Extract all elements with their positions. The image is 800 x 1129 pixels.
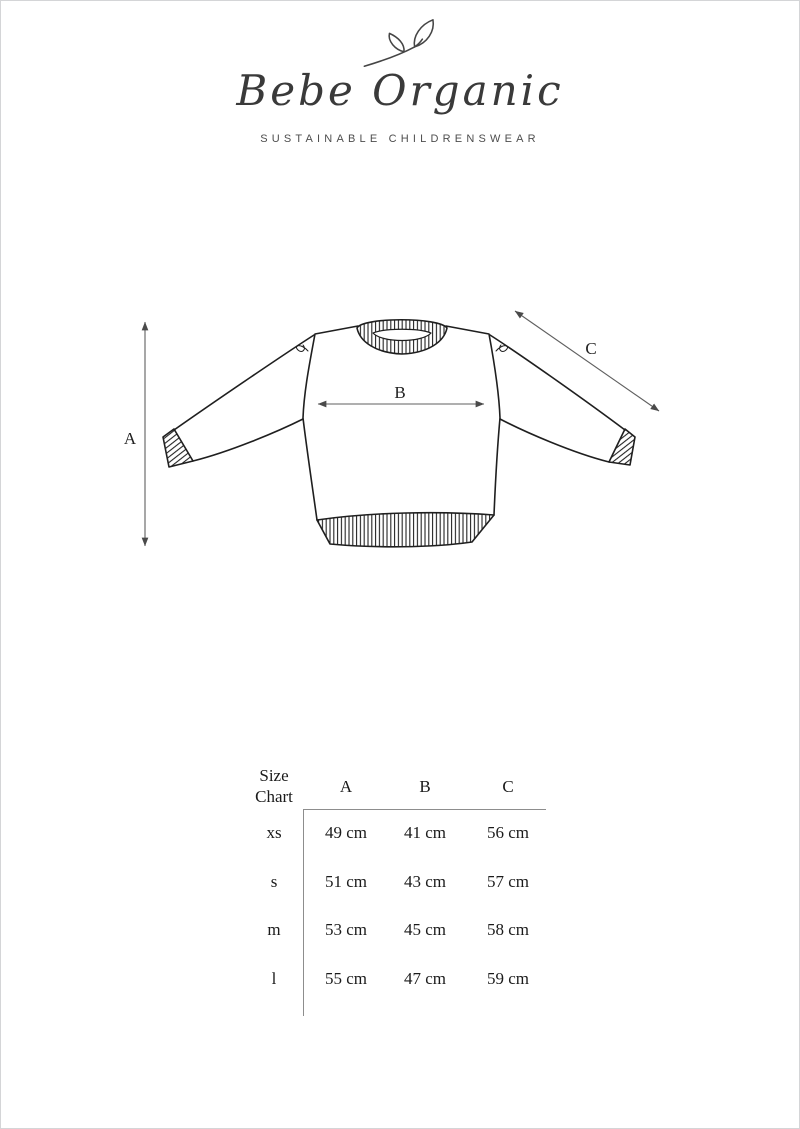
measure-label-a: A	[123, 429, 137, 448]
branch-leaves-icon	[358, 15, 448, 73]
cell-xs-a: 49 cm	[324, 823, 368, 842]
table-vertical-rule	[303, 809, 304, 1016]
cell-m-b: 45 cm	[403, 920, 447, 939]
cell-m-c: 58 cm	[486, 920, 530, 939]
right-cuff	[609, 429, 635, 465]
cell-l-a: 55 cm	[324, 968, 368, 988]
sweater-measurement-diagram	[101, 291, 701, 581]
cell-s-a: 51 cm	[324, 871, 368, 891]
measure-label-b: B	[394, 383, 406, 402]
column-header-b: B	[419, 776, 431, 796]
sweater-sketch	[163, 320, 635, 547]
brand-name: Bebe Organic	[236, 66, 564, 115]
row-label-xs: xs	[266, 823, 282, 842]
row-label-m: m	[267, 920, 281, 939]
cell-l-c: 59 cm	[486, 968, 530, 988]
cell-l-b: 47 cm	[403, 968, 447, 988]
measure-label-c: C	[585, 339, 597, 358]
cell-s-c: 57 cm	[486, 871, 530, 891]
cell-xs-b: 41 cm	[403, 823, 447, 842]
size-chart-table	[231, 764, 543, 1020]
table-title: Size Chart	[255, 766, 293, 806]
row-label-l: l	[271, 968, 277, 988]
row-label-s: s	[270, 871, 278, 891]
brand-tagline: SUSTAINABLE CHILDRENSWEAR	[260, 133, 540, 145]
cell-xs-c: 56 cm	[486, 823, 530, 842]
column-header-c: C	[502, 776, 514, 796]
column-header-a: A	[339, 776, 353, 796]
measure-arrow-c	[515, 311, 659, 411]
cell-m-a: 53 cm	[324, 920, 368, 939]
table-horizontal-rule	[303, 809, 546, 810]
cell-s-b: 43 cm	[403, 871, 447, 891]
left-cuff	[163, 429, 193, 467]
